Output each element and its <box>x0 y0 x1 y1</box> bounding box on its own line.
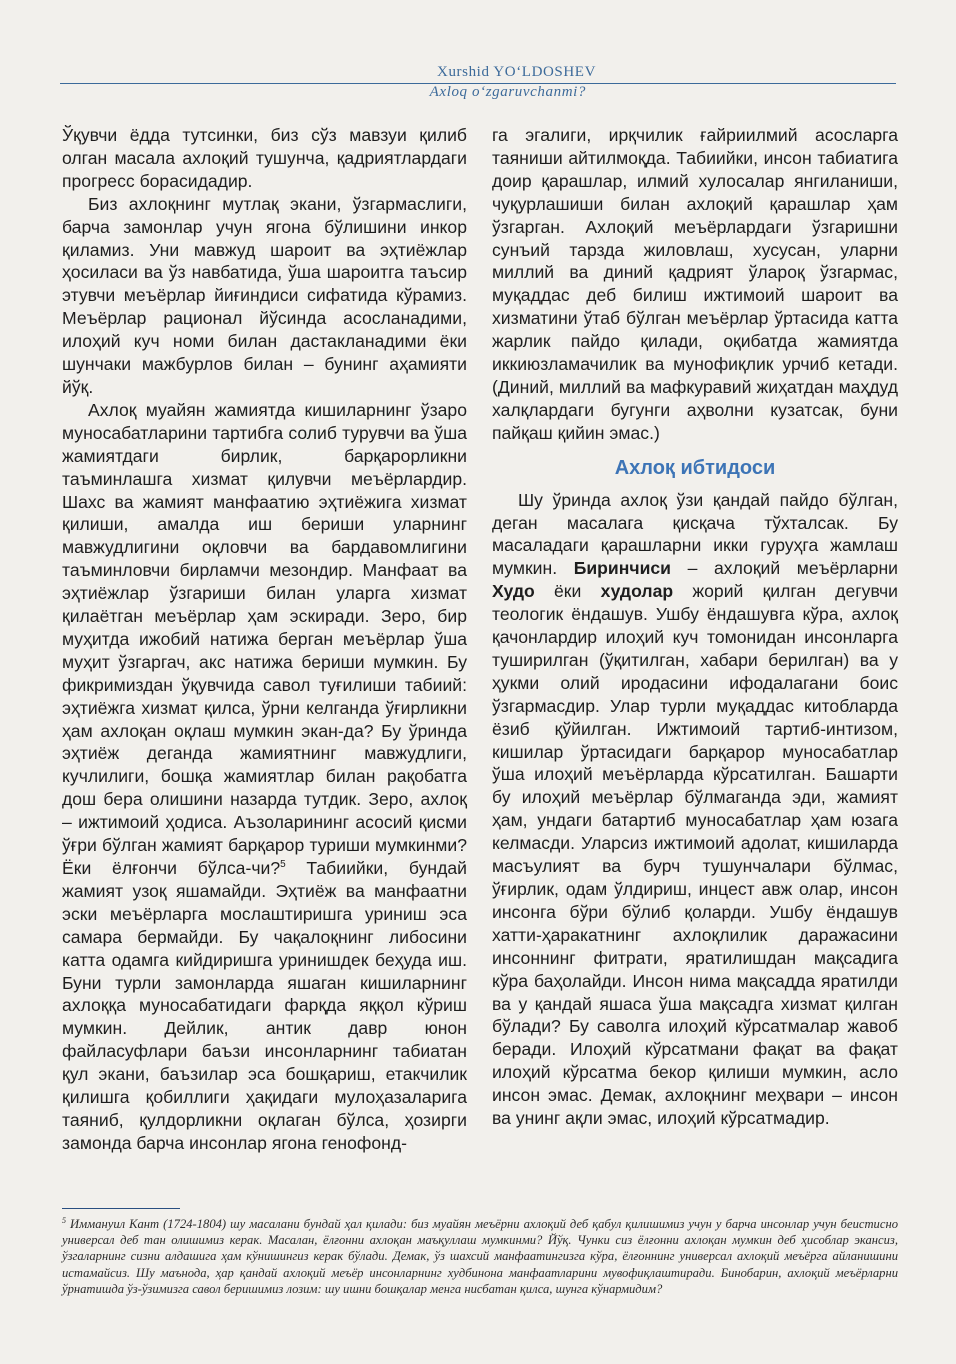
paragraph: Ўқувчи ёдда тутсинки, биз сўз мавзуи қилиб олган масала ахлоқий тушунча, қадриятлардаги прогресс борасидадир. <box>62 125 467 191</box>
paragraph-text: – ахлоқий меъёрларни <box>671 558 898 579</box>
footnote-text: Иммануил Кант (1724-1804) шу масалани бундай ҳал қилади: биз муайян меъёрни ахлоқий деб қабул қилишимиз учун у барча инсонлар учун беистисно универсал деб тан олишимиз керак. Масалан, ёлғонни ахлоқан маъқуллаш мумкинми? Йўқ. Чунки сиз ёлғонни ахлоқан мумкин деб ҳисоблар экансиз, ўзгаларнинг сизни алдашига ҳам кўнишингиз керак бўлади. Демак, ўз шахсий манфаатингизга кўра, ёлғоннинг универсал ахлоқий меъёрга айланишини истамайсиз. Шу маънода, ҳар қандай ахлоқий меъёр инсонларнинг худбинона манфаатларини мувофиқлаштиради. Бинобарин, ахлоқий меъёрларни ўрнатишда ўз-ўзимизга савол беришимиз лозим: шу ишни бошқалар менга нисбатан қилса, шунга кўнармидим? <box>62 1217 898 1296</box>
header-subtitle: Axloq o‘zgaruvchanmi? <box>429 84 586 100</box>
paragraph-text: Ахлоқ муайян жамиятда кишиларнинг ўзаро муносабатларини тартибга солиб турувчи ва ўша жамиятдаги бирлик, барқарорликни таъминлашга хизмат қилувчи меъёрлардир. Шахс ва жамият манфаатию эҳтиёжига хизмат қилиши, амалда иш бериши уларнинг мавжудлигини оқловчи ва бардавомлигини таъминловчи бирламчи мезондир. Манфаат ва эҳтиёжлар ўзгариши билан уларга хизмат қилаётган меъёрлар ҳам эскиради. Зеро, бир муҳитда ижобий натижа берган меъёрлар ўша муҳит ўзгаргач, акс натижа бериши мумкин. Бу фикримиздан ўқувчида савол туғилиши табиий: эҳтиёжга хизмат қилса, ўрни келганда ўғирликни ҳам ахлоқан оқлаш мумкин экан-да? Бу ўринда эҳтиёж деганда жамиятнинг мавжудлиги, кучлилиги, бошқа жамиятлар билан рақобатга дош бера олишини назарда тутдик. Зеро, ахлоқ – ижтимоий ҳодиса. Аъзоларининг асосий қисми ўғри бўлган жамият барқарор туриши мумкинми? Ёки ёлғончи бўлса-чи? <box>62 399 467 878</box>
paragraph-text: Табиийки, бундай жамият узоқ яшамайди. Эҳтиёж ва манфаатни эски меъёрларга мослаштиришга уриниш эса самара бермайди. Бу чақалоқнинг либосини катта одамга кийдиришга уринишдек беҳуда иш. Буни турли замонларда яшаган кишиларнинг ахлоққа муносабатидаги фарқда яққол кўриш мумкин. Дейлик, антик давр юнон файласуфлари баъзи инсонларнинг табиатан қул экани, баъзилар эса бошқариш, етакчилик қилишга қобиллиги ҳақидаги мулоҳазаларига таяниб, қулдорликни оқлаган бўлса, ҳозирги замонда барча инсонлар ягона генофонд- <box>62 858 467 1153</box>
section-heading: Ахлоқ ибтидоси <box>614 456 776 479</box>
running-header <box>60 64 896 101</box>
bold-term: худолар <box>600 581 674 602</box>
paragraph <box>492 489 898 1130</box>
header-author: Xurshid YO‘LDOSHEV <box>437 64 596 80</box>
bold-term: Худо <box>492 581 535 602</box>
footnote-marker: 5 <box>62 1215 66 1225</box>
paragraph <box>62 399 467 1155</box>
paragraph: Биз ахлоқнинг мутлақ экани, ўзгармаслиги, барча замонлар учун ягона бўлишини инкор қиламиз. Уни мавжуд шароит ва эҳтиёжлар ҳосиласи ва ўз навбатида, ўша шароитга таъсир этувчи меъёрлар йиғиндиси сифатида кўрамиз. Меъёрлар рационал йўсинда асосланадими, илоҳий куч номи билан дастакланадими ёки шунчаки мажбурлов билан – бунинг аҳамияти йўқ. <box>62 193 467 397</box>
bold-term: Биринчиси <box>573 558 671 579</box>
footnote <box>62 1216 898 1297</box>
left-column <box>62 124 467 1155</box>
paragraph-text: Шу ўринда ахлоқ ўзи қандай пайдо бўлган, деган масалага қисқача тўхталсак. Бу масаладаги қарашларни икки гуруҳга жамлаш мумкин. <box>492 489 898 579</box>
footnote-rule <box>62 1208 180 1209</box>
footnote-ref: 5 <box>280 859 286 871</box>
paragraph-text: ёки <box>534 581 601 602</box>
paragraph: га эгалиги, ирқчилик ғайриилмий асосларга таяниши айтилмоқда. Табиийки, инсон табиатига доир қарашлар, илмий хулосалар янгиланиши, чуқурлашиши билан ахлоқий қарашлар ҳам ўзгарган. Ахлоқий меъёрлардаги ўзгаришни сунъий тарзда жиловлаш, хусусан, уларни миллий ва диний қадрият ўлароқ ўзгармас, муқаддас деб билиш ижтимоий шароит ва хизматини ўтаб бўлган меъёрлар ўртасида катта жарлик пайдо қилади, оқибатда жамиятда иккиюзламачилик ва мунофиқлик урчиб кетади. (Диний, миллий ва мафкуравий жиҳатдан маҳдуд халқлардаги бугунги аҳволни кузатсак, буни пайқаш қийин эмас.) <box>492 125 898 443</box>
paragraph-text: жорий қилган дегувчи теологик ёндашув. Ушбу ёндашувга кўра, ахлоқ қачонлардир илоҳий куч томонидан инсонларга туширилган (ўқитилган, хабари берилган) ва у ҳукми олий иродасини ифодалагани боис ўзгармасдир. Улар турли муқаддас китобларда ёзиб қўйилган. Ижтимоий тартиб-интизом, кишилар ўртасидаги барқарор муносабатлар ўша илоҳий меъёрларда кўрсатилган. Башарти бу илоҳий меъёрлар бўлмаганда эди, жамият ҳам, ундаги батартиб муносабатлар ҳам юзага келмасди. Уларсиз ижтимоий адолат, кишиларда масъулият ва бурч тушунчалари бўлмас, ўғирлик, одам ўлдириш, инцест авж олар, инсон инсонга бўри бўлиб қоларди. Ушбу ёндашув хатти-ҳаракатнинг ахлоқлилик даражасини инсоннинг фитрати, яратилишдан мақсадига кўра баҳолайди. Инсон нима мақсадда яратилди ва у қандай яшаса ўша мақсадга хизмат қилган бўлади? Бу саволга илоҳий кўрсатмалар жавоб беради. Илоҳий кўрсатмани фақат ва фақат илоҳий кўрсатма бекор қилиши мумкин, асло инсон эмас. Демак, ахлоқнинг меҳвари – инсон ва унинг ақли эмас, илоҳий кўрсатмадир. <box>492 581 898 1129</box>
right-column <box>492 124 898 1130</box>
